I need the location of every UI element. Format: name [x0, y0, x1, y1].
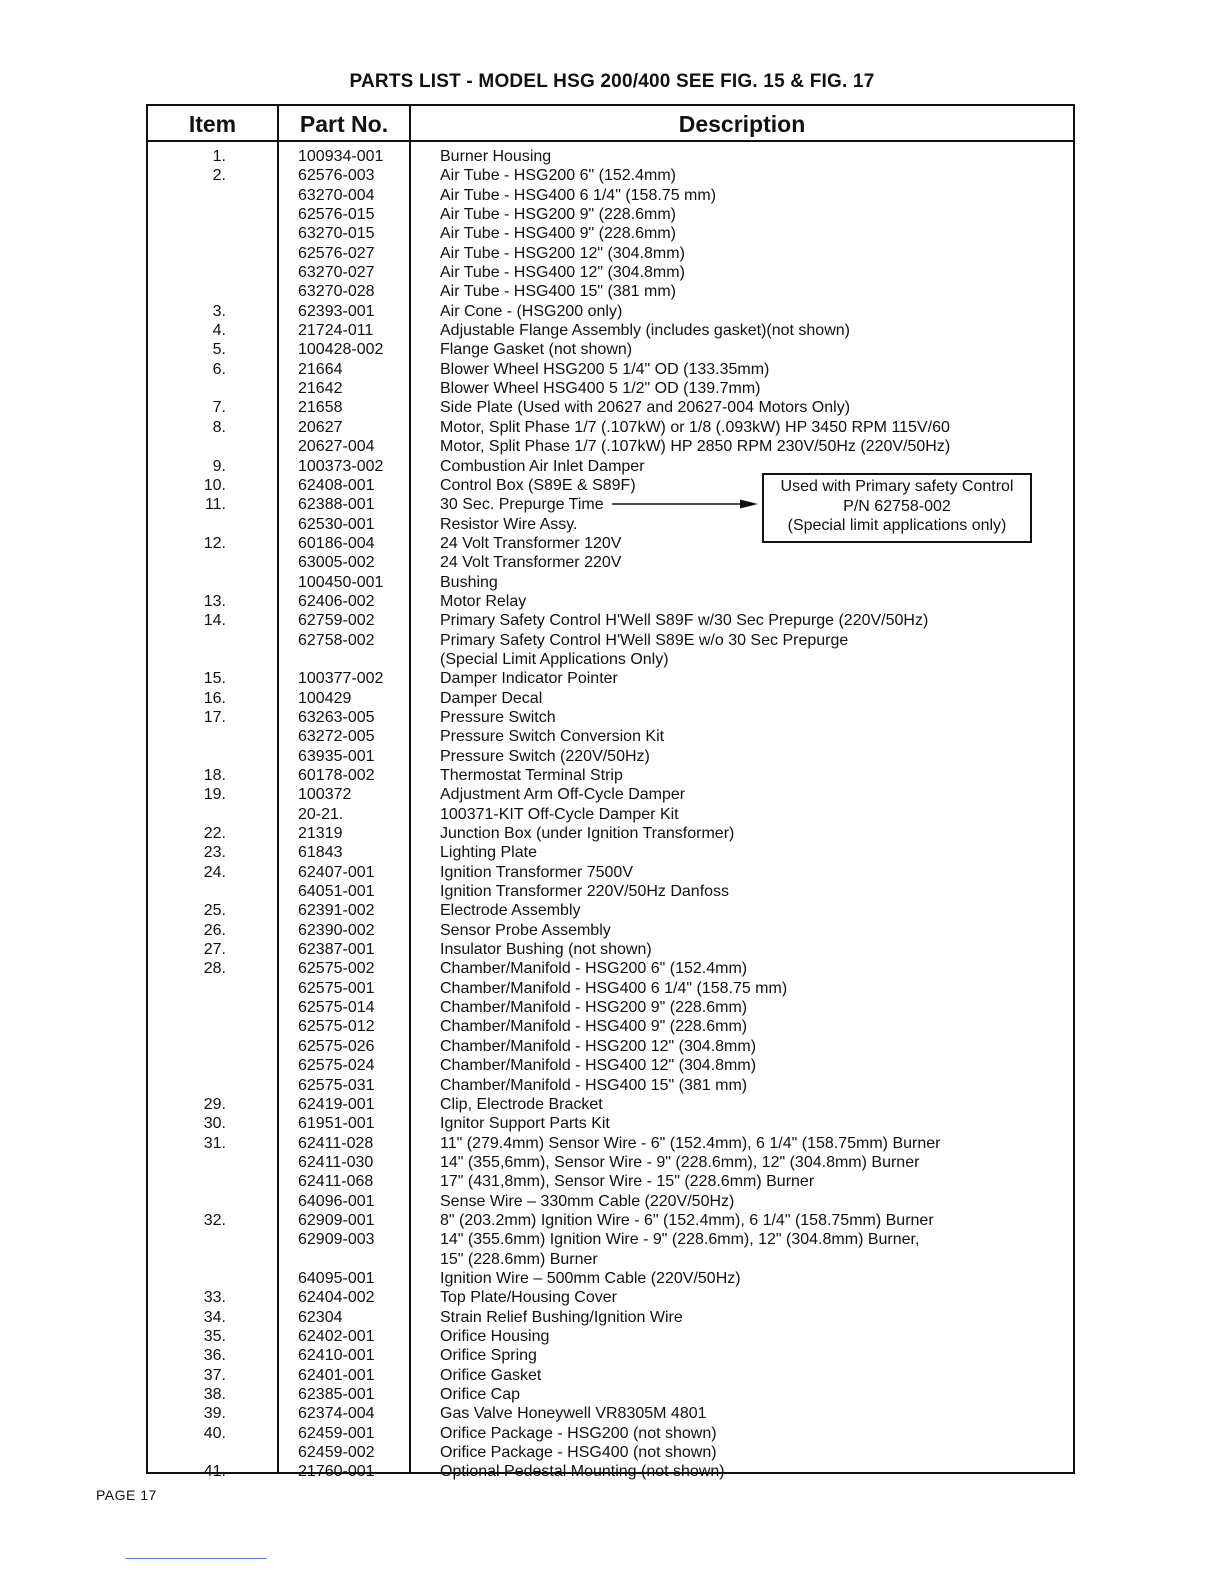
table-row: [148, 901, 1073, 920]
table-row: [148, 785, 1073, 804]
table-row: [148, 1288, 1073, 1307]
table-row: [148, 166, 1073, 185]
description-cell: Insulator Bushing (not shown): [440, 941, 652, 959]
table-row: [148, 379, 1073, 398]
table-row: [148, 882, 1073, 901]
note-line: Used with Primary safety Control: [780, 478, 1014, 495]
part-no-cell: 62385-001: [298, 1386, 375, 1403]
part-no-cell: 21760-001: [298, 1463, 375, 1481]
part-no-cell: 100450-001: [298, 573, 384, 591]
table-row: [148, 1366, 1073, 1385]
description-cell: (Special Limit Applications Only): [440, 650, 669, 668]
description-cell: Resistor Wire Assy.: [440, 515, 578, 533]
part-no-cell: 63270-028: [298, 283, 375, 301]
description-cell: Junction Box (under Ignition Transformer): [440, 825, 735, 843]
table-row: [148, 1404, 1073, 1423]
table-row: [148, 553, 1073, 572]
table-row: [148, 1308, 1073, 1327]
item-cell: 39.: [203, 1405, 226, 1423]
page-title: PARTS LIST - MODEL HSG 200/400 SEE FIG. 15 & FIG. 17: [349, 71, 875, 92]
description-cell: Motor, Split Phase 1/7 (.107kW) HP 2850 RPM 230V/50Hz (220V/50Hz): [440, 438, 951, 456]
item-cell: [148, 437, 226, 456]
item-cell: 27.: [203, 941, 226, 959]
item-cell: [148, 998, 226, 1017]
description-cell: Chamber/Manifold - HSG400 15" (381 mm): [440, 1076, 748, 1094]
table-row: [148, 1114, 1073, 1133]
note-line: (Special limit applications only): [787, 517, 1007, 534]
table-row: [148, 282, 1073, 301]
part-no-cell: 62411-028: [298, 1134, 374, 1152]
description-cell: 11" (279.4mm) Sensor Wire - 6" (152.4mm), 6 1/4" (158.75mm) Burner: [440, 1134, 941, 1152]
item-cell: 33.: [203, 1289, 226, 1307]
table-row: [148, 573, 1073, 592]
description-cell: Chamber/Manifold - HSG200 12" (304.8mm): [440, 1037, 757, 1055]
part-no-cell: 63272-005: [298, 728, 375, 746]
item-cell: 36.: [203, 1347, 226, 1365]
part-no-cell: 100428-002: [298, 341, 384, 359]
item-cell: 11.: [204, 496, 226, 514]
description-cell: Chamber/Manifold - HSG200 9" (228.6mm): [440, 999, 748, 1017]
part-no-cell: 62411-030: [298, 1153, 374, 1171]
table-row: [148, 843, 1073, 862]
item-cell: [148, 979, 226, 998]
part-no-cell: 100372: [298, 786, 352, 804]
description-cell: Air Tube - HSG400 15" (381 mm): [440, 283, 676, 301]
part-no-cell: 62576-015: [298, 206, 375, 224]
part-no-cell: 61951-001: [298, 1115, 375, 1133]
table-row: [148, 650, 1073, 669]
part-no-cell: 20627: [298, 418, 343, 436]
item-cell: 14.: [203, 612, 226, 630]
part-no-cell: 62393-001: [298, 302, 375, 320]
description-cell: Lighting Plate: [440, 844, 537, 862]
table-row: [148, 244, 1073, 263]
part-no-cell: 62459-001: [298, 1424, 375, 1442]
table-row: [148, 921, 1073, 940]
table-row: [148, 147, 1073, 166]
part-no-cell: 62406-002: [298, 592, 375, 610]
item-cell: [148, 1076, 226, 1095]
description-cell: Air Tube - HSG200 12" (304.8mm): [440, 244, 685, 262]
item-cell: [148, 573, 226, 592]
description-cell: Combustion Air Inlet Damper: [440, 457, 645, 475]
description-cell: Ignition Transformer 7500V: [440, 863, 633, 881]
table-row: [148, 747, 1073, 766]
description-cell: Gas Valve Honeywell VR8305M 4801: [440, 1405, 707, 1423]
footer-rule: [125, 1558, 267, 1559]
item-cell: 18.: [203, 767, 226, 784]
part-no-cell: 62374-004: [298, 1405, 375, 1423]
part-no-cell: 62401-001: [298, 1366, 375, 1384]
item-cell: [148, 1192, 226, 1211]
description-cell: Pressure Switch (220V/50Hz): [440, 747, 650, 765]
table-row: [148, 1462, 1073, 1481]
item-cell: 2.: [212, 167, 226, 185]
table-row: [148, 669, 1073, 688]
item-cell: 41.: [203, 1463, 226, 1481]
item-cell: 25.: [203, 902, 226, 920]
item-cell: 29.: [203, 1095, 226, 1113]
item-cell: 15.: [203, 670, 226, 688]
part-no-cell: 62388-001: [298, 496, 375, 514]
part-no-cell: 62419-001: [298, 1095, 375, 1113]
description-cell: 14" (355,6mm), Sensor Wire - 9" (228.6mm), 12" (304.8mm) Burner: [440, 1153, 920, 1171]
table-row: [148, 998, 1073, 1017]
description-cell: Damper Indicator Pointer: [440, 670, 618, 688]
arrow-right-icon: [612, 498, 760, 510]
part-no-cell: 62304: [298, 1308, 343, 1326]
description-cell: 8" (203.2mm) Ignition Wire - 6" (152.4mm), 6 1/4" (158.75mm) Burner: [440, 1211, 934, 1229]
note-line: P/N 62758-002: [843, 497, 951, 515]
table-row: [148, 398, 1073, 417]
table-row: [148, 979, 1073, 998]
table-row: [148, 1192, 1073, 1211]
item-cell: 3.: [212, 302, 226, 320]
description-cell: 15" (228.6mm) Burner: [440, 1250, 598, 1268]
item-cell: 37.: [203, 1366, 226, 1384]
table-row: [148, 1230, 1073, 1249]
item-cell: [148, 263, 226, 282]
item-cell: 12.: [203, 534, 226, 552]
part-no-cell: 20-21.: [298, 805, 344, 823]
description-cell: Clip, Electrode Bracket: [440, 1095, 603, 1113]
table-row: [148, 940, 1073, 959]
table-row: [148, 1346, 1073, 1365]
item-cell: 7.: [212, 399, 226, 417]
description-cell: Primary Safety Control H'Well S89E w/o 30 Sec Prepurge: [440, 631, 849, 649]
description-cell: Air Tube - HSG400 6 1/4" (158.75 mm): [440, 186, 717, 204]
table-row: [148, 224, 1073, 243]
part-no-cell: 62391-002: [298, 902, 375, 920]
part-no-cell: 62909-003: [298, 1231, 375, 1249]
table-row: [148, 592, 1073, 611]
item-cell: 26.: [203, 921, 226, 939]
part-no-cell: 62575-001: [298, 979, 375, 997]
description-cell: Pressure Switch: [440, 708, 556, 726]
part-no-cell: 62575-026: [298, 1037, 375, 1055]
table-row: [148, 631, 1073, 650]
part-no-cell: 60178-002: [298, 767, 375, 784]
item-cell: [148, 650, 226, 669]
description-cell: Blower Wheel HSG400 5 1/2" OD (139.7mm): [440, 380, 761, 398]
item-cell: [148, 205, 226, 224]
item-cell: [148, 515, 226, 534]
part-no-cell: 21664: [298, 360, 343, 378]
description-cell: 100371-KIT Off-Cycle Damper Kit: [440, 805, 679, 823]
table-row: [148, 1172, 1073, 1191]
part-no-cell: 62407-001: [298, 863, 375, 881]
item-cell: 32.: [203, 1211, 226, 1229]
part-no-cell: 62759-002: [298, 612, 375, 630]
table-row: [148, 1424, 1073, 1443]
description-cell: 17" (431,8mm), Sensor Wire - 15" (228.6mm) Burner: [440, 1173, 815, 1191]
description-cell: Sensor Probe Assembly: [440, 921, 611, 939]
table-row: [148, 1095, 1073, 1114]
part-no-cell: 63270-027: [298, 264, 375, 282]
description-cell: Orifice Gasket: [440, 1366, 542, 1384]
table-row: [148, 1211, 1073, 1230]
item-cell: 1.: [212, 148, 226, 165]
item-cell: [148, 1172, 226, 1191]
table-row: [148, 360, 1073, 379]
item-cell: 30.: [203, 1115, 226, 1133]
description-cell: Optional Pedestal Mounting (not shown): [440, 1463, 725, 1481]
part-no-cell: 100373-002: [298, 457, 384, 475]
table-row: [148, 708, 1073, 727]
description-cell: 24 Volt Transformer 220V: [440, 554, 622, 572]
part-no-cell: 61843: [298, 844, 343, 862]
description-cell: Side Plate (Used with 20627 and 20627-004 Motors Only): [440, 399, 851, 417]
item-cell: 34.: [203, 1308, 226, 1326]
table-row: [148, 263, 1073, 282]
table-row: [148, 1250, 1073, 1269]
table-row: [148, 186, 1073, 205]
table-row: [148, 863, 1073, 882]
item-cell: [148, 747, 226, 766]
description-cell: Adjustable Flange Assembly (includes gasket)(not shown): [440, 322, 850, 340]
table-row: [148, 766, 1073, 785]
part-no-cell: 62404-002: [298, 1289, 375, 1307]
item-cell: 13.: [203, 592, 226, 610]
table-row: [148, 1017, 1073, 1036]
description-cell: Electrode Assembly: [440, 902, 581, 920]
part-no-cell: 21642: [298, 380, 343, 398]
table-row: [148, 689, 1073, 708]
table-row: [148, 1385, 1073, 1404]
description-cell: Orifice Package - HSG400 (not shown): [440, 1444, 717, 1462]
item-cell: [148, 727, 226, 746]
description-cell: Burner Housing: [440, 148, 552, 165]
part-no-cell: 62575-031: [298, 1076, 375, 1094]
item-cell: 4.: [212, 322, 226, 340]
part-no-cell: 63935-001: [298, 747, 375, 765]
part-no-cell: 63270-004: [298, 186, 375, 204]
table-row: [148, 1443, 1073, 1462]
part-no-cell: 62390-002: [298, 921, 375, 939]
part-no-cell: 21658: [298, 399, 343, 417]
item-cell: [148, 1230, 226, 1249]
part-no-cell: 62411-068: [298, 1173, 374, 1191]
part-no-cell: 21319: [298, 825, 343, 843]
part-no-cell: 62909-001: [298, 1211, 375, 1229]
table-row: [148, 1056, 1073, 1075]
part-no-cell: 62575-024: [298, 1057, 375, 1075]
item-cell: 16.: [203, 689, 226, 707]
description-cell: Pressure Switch Conversion Kit: [440, 728, 665, 746]
item-cell: 19.: [203, 786, 226, 804]
item-cell: 23.: [203, 844, 226, 862]
part-no-cell: 63263-005: [298, 708, 375, 726]
item-cell: [148, 1443, 226, 1462]
item-cell: 8.: [212, 418, 226, 436]
description-cell: Adjustment Arm Off-Cycle Damper: [440, 786, 686, 804]
part-no-cell: 64095-001: [298, 1269, 375, 1287]
item-cell: [148, 379, 226, 398]
item-cell: 38.: [203, 1386, 226, 1403]
item-cell: [148, 1153, 226, 1172]
part-no-cell: 60186-004: [298, 534, 375, 552]
table-row: [148, 437, 1073, 456]
item-cell: 28.: [203, 960, 226, 978]
table-row: [148, 824, 1073, 843]
item-cell: 31.: [203, 1134, 226, 1152]
description-cell: Chamber/Manifold - HSG200 6" (152.4mm): [440, 960, 748, 978]
part-no-cell: 63005-002: [298, 554, 375, 572]
part-no-cell: 62530-001: [298, 515, 375, 533]
part-no-cell: 63270-015: [298, 225, 375, 243]
table-body: [148, 147, 1073, 1482]
item-cell: 6.: [212, 360, 226, 378]
description-cell: Ignition Wire – 500mm Cable (220V/50Hz): [440, 1269, 741, 1287]
item-cell: 24.: [203, 863, 226, 881]
table-row: [148, 959, 1073, 978]
description-cell: Orifice Cap: [440, 1386, 521, 1403]
description-cell: Top Plate/Housing Cover: [440, 1289, 617, 1307]
part-no-cell: 100377-002: [298, 670, 384, 688]
description-cell: Chamber/Manifold - HSG400 12" (304.8mm): [440, 1057, 757, 1075]
description-cell: Air Tube - HSG200 6" (152.4mm): [440, 167, 676, 185]
table-row: [148, 1153, 1073, 1172]
description-cell: Blower Wheel HSG200 5 1/4" OD (133.35mm): [440, 360, 770, 378]
table-row: [148, 1076, 1073, 1095]
description-cell: Air Tube - HSG400 9" (228.6mm): [440, 225, 676, 243]
description-cell: Motor Relay: [440, 592, 527, 610]
item-cell: 22.: [203, 825, 226, 843]
table-row: [148, 727, 1073, 746]
part-no-cell: 62575-002: [298, 960, 375, 978]
part-no-cell: 62576-027: [298, 244, 375, 262]
part-no-cell: [298, 1250, 438, 1269]
table-row: [148, 1327, 1073, 1346]
item-cell: 9.: [212, 457, 226, 475]
description-cell: Orifice Package - HSG200 (not shown): [440, 1424, 717, 1442]
description-cell: Primary Safety Control H'Well S89F w/30 Sec Prepurge (220V/50Hz): [440, 612, 929, 630]
part-no-cell: 62408-001: [298, 476, 375, 494]
description-cell: Sense Wire – 330mm Cable (220V/50Hz): [440, 1192, 735, 1210]
header-item: Item: [188, 111, 237, 137]
header-part-no: Part No.: [299, 111, 389, 137]
parts-table: [146, 104, 1075, 1481]
header-divider: [148, 140, 1073, 142]
description-cell: Flange Gasket (not shown): [440, 341, 633, 359]
table-row: [148, 611, 1073, 630]
description-cell: 24 Volt Transformer 120V: [440, 534, 622, 552]
item-cell: [148, 1056, 226, 1075]
item-cell: [148, 1037, 226, 1056]
part-no-cell: 62758-002: [298, 631, 375, 649]
part-no-cell: 62410-001: [298, 1347, 375, 1365]
item-cell: [148, 805, 226, 824]
part-no-cell: 20627-004: [298, 438, 375, 456]
note-box: [762, 473, 1032, 543]
item-cell: 35.: [203, 1327, 226, 1345]
description-cell: Bushing: [440, 573, 498, 591]
description-cell: Air Tube - HSG400 12" (304.8mm): [440, 264, 685, 282]
part-no-cell: 62575-014: [298, 999, 375, 1017]
part-no-cell: 62459-002: [298, 1444, 375, 1462]
description-cell: Air Cone - (HSG200 only): [440, 302, 623, 320]
item-cell: [148, 1017, 226, 1036]
table-row: [148, 805, 1073, 824]
description-cell: Chamber/Manifold - HSG400 6 1/4" (158.75 mm): [440, 979, 788, 997]
item-cell: [148, 882, 226, 901]
part-no-cell: [298, 650, 438, 669]
item-cell: 5.: [212, 341, 226, 359]
description-cell: Air Tube - HSG200 9" (228.6mm): [440, 206, 676, 224]
item-cell: 17.: [203, 708, 226, 726]
table-row: [148, 340, 1073, 359]
item-cell: [148, 1269, 226, 1288]
part-no-cell: 62402-001: [298, 1327, 375, 1345]
part-no-cell: 21724-011: [298, 322, 374, 340]
description-cell: Control Box (S89E & S89F): [440, 476, 636, 494]
page-number: PAGE 17: [96, 1487, 157, 1503]
part-no-cell: 64051-001: [298, 883, 375, 901]
part-no-cell: 100429: [298, 689, 352, 707]
table-row: [148, 1037, 1073, 1056]
description-cell: Thermostat Terminal Strip: [440, 767, 623, 784]
part-no-cell: 62575-012: [298, 1018, 375, 1036]
item-cell: [148, 224, 226, 243]
table-row: [148, 321, 1073, 340]
table-row: [148, 1134, 1073, 1153]
part-no-cell: 62387-001: [298, 941, 375, 959]
part-no-cell: 100934-001: [298, 148, 384, 165]
table-row: [148, 302, 1073, 321]
description-cell: Motor, Split Phase 1/7 (.107kW) or 1/8 (.093kW) HP 3450 RPM 115V/60: [440, 418, 950, 436]
description-cell: 30 Sec. Prepurge Time: [440, 496, 604, 514]
table-row: [148, 418, 1073, 437]
item-cell: 10.: [203, 476, 226, 494]
description-cell: Chamber/Manifold - HSG400 9" (228.6mm): [440, 1018, 748, 1036]
item-cell: 40.: [203, 1424, 226, 1442]
part-no-cell: 64096-001: [298, 1192, 375, 1210]
description-cell: Ignition Transformer 220V/50Hz Danfoss: [440, 883, 730, 901]
part-no-cell: 62576-003: [298, 167, 375, 185]
description-cell: Orifice Housing: [440, 1327, 550, 1345]
description-cell: 14" (355.6mm) Ignition Wire - 9" (228.6mm), 12" (304.8mm) Burner,: [440, 1231, 920, 1249]
item-cell: [148, 244, 226, 263]
item-cell: [148, 186, 226, 205]
table-row: [148, 205, 1073, 224]
table-row: [148, 1269, 1073, 1288]
item-cell: [148, 553, 226, 572]
description-cell: Orifice Spring: [440, 1347, 537, 1365]
item-cell: [148, 1250, 226, 1269]
item-cell: [148, 282, 226, 301]
header-description: Description: [678, 111, 806, 137]
description-cell: Damper Decal: [440, 689, 543, 707]
description-cell: Ignitor Support Parts Kit: [440, 1115, 610, 1133]
item-cell: [148, 631, 226, 650]
description-cell: Strain Relief Bushing/Ignition Wire: [440, 1308, 683, 1326]
